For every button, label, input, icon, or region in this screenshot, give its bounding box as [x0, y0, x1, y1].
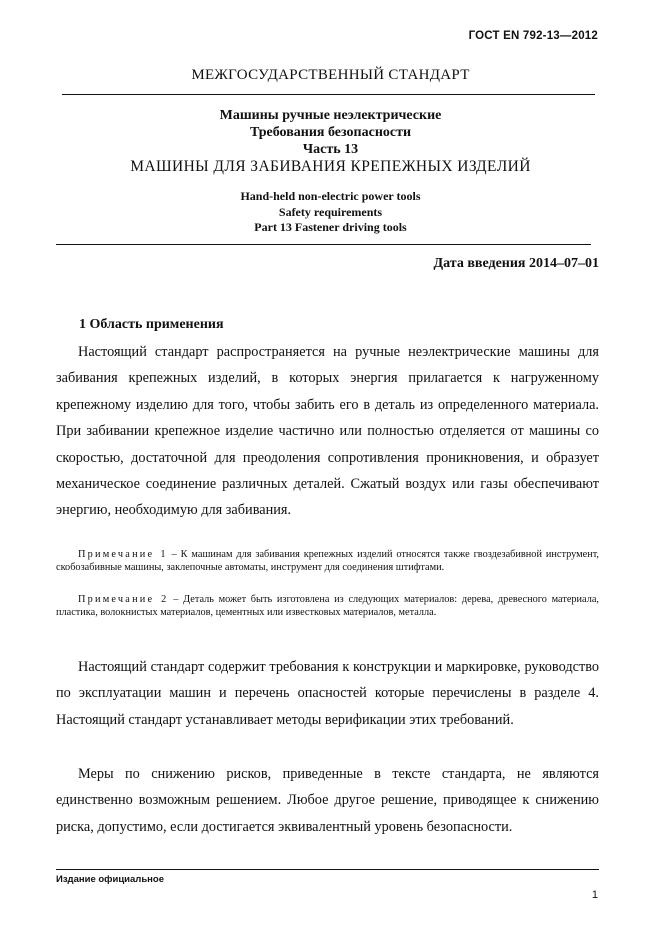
note-2-label: Примечание 2 [78, 594, 169, 605]
title-top-rule [62, 94, 595, 95]
paragraph-requirements: Настоящий стандарт содержит требования к конструкции и маркировке, руководство по эксплуатации машин и перечень опасностей которые перечислены в разделе 4. Настоящий стандарт устанавливает методы верификации этих требований. [56, 659, 599, 728]
paragraph-risk-measures: Меры по снижению рисков, приведенные в тексте стандарта, не являются единственно возможным решением. Любое другое решение, приводящее к снижению риска, допустимо, если достигается эквивалентный уровень безопасности. [56, 766, 599, 835]
title-en-line1: Hand-held non-electric power tools [240, 189, 421, 203]
note-1 [56, 548, 599, 574]
page-number: 1 [591, 889, 598, 901]
paragraph-scope: Настоящий стандарт распространяется на ручные неэлектрические машины для забивания крепежных изделий, в которых энергия прилагается к нагруженному крепежному изделию для того, чтобы забить его в деталь из определенного материала. При забивании крепежное изделие частично или полностью отделяется от машины со скоростью, достаточной для преодоления сопротивления проникновения, и образует механическое соединение различных деталей. Сжатый воздух или газы обеспечивают энергию, необходимую для забивания. [56, 344, 599, 519]
title-bottom-rule [56, 244, 591, 245]
edition-label: Издание официальное [56, 874, 164, 885]
standard-type: МЕЖГОСУДАРСТВЕННЫЙ СТАНДАРТ [191, 67, 470, 83]
standard-code: ГОСТ EN 792-13—2012 [468, 30, 598, 42]
title-en-line2: Safety requirements [278, 205, 383, 219]
section-heading: 1 Область применения [79, 317, 224, 332]
note-1-text: – К машинам для забивания крепежных изделий относятся также гвоздезабивной инструмент, скобозабивные машины, заклепочные автоматы, инструмент для соединения штифтами. [56, 549, 599, 574]
date-of-introduction: Дата введения 2014–07–01 [433, 256, 599, 271]
title-ru-line3: Часть 13 [302, 142, 359, 157]
note-2-text: – Деталь может быть изготовлена из следующих материалов: дерева, древесного материала, пластика, волокнистых материалов, цементных или известковых материалов, металла. [56, 594, 599, 619]
title-ru-line1: Машины ручные неэлектрические [219, 108, 442, 123]
title-en-line3: Part 13 Fastener driving tools [254, 220, 407, 234]
note-1-label: Примечание 1 [78, 549, 168, 560]
title-ru-line2: Требования безопасности [249, 125, 412, 140]
note-2 [56, 593, 599, 619]
footer-rule [56, 869, 599, 870]
title-ru-line4: МАШИНЫ ДЛЯ ЗАБИВАНИЯ КРЕПЕЖНЫХ ИЗДЕЛИЙ [130, 158, 531, 175]
